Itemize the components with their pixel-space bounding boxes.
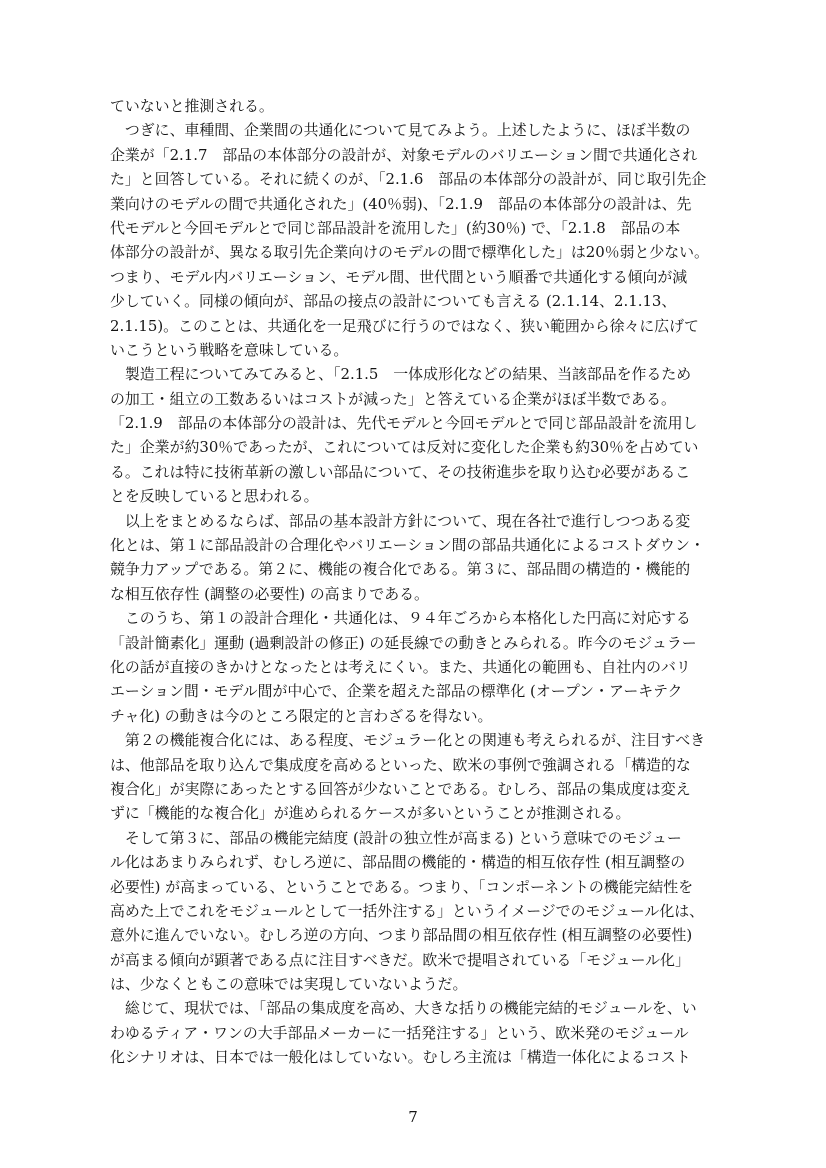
text-line: 2.1.15)。このことは、共通化を一足飛びに行うのではなく、狭い範囲から徐々に広げて xyxy=(110,316,699,335)
text-line: とを反映していると思われる。 xyxy=(110,487,319,506)
page-number: 7 xyxy=(408,1108,418,1126)
text-line: ル化はあまりみられず、むしろ逆に、部品間の機能的・構造的相互依存性 (相互調整の xyxy=(110,853,686,872)
text-line: 競争力アップである。第２に、機能の複合化である。第３に、部品間の構造的・機能的 xyxy=(110,560,691,579)
text-line: 意外に進んでいない。むしろ逆の方向、つまり部品間の相互依存性 (相互調整の必要性) xyxy=(110,926,693,945)
text-line: そして第３に、部品の機能完結度 (設計の独立性が高まる) という意味でのモジュー xyxy=(110,828,682,847)
text-line: 高めた上でこれをモジュールとして一括外注する」というイメージでのモジュール化は、 xyxy=(110,901,704,920)
text-line: 必要性) が高まっている、ということである。つまり、「コンポーネントの機能完結性を xyxy=(110,877,694,896)
text-line: 少していく。同様の傾向が、部品の接点の設計についても言える (2.1.14、2.1.13、 xyxy=(110,292,677,311)
text-line: る。これは特に技術革新の激しい部品について、その技術進歩を取り込む必要があるこ xyxy=(110,462,691,481)
text-line: 業向けのモデルの間で共通化された」(40％弱)、「2.1.9 部品の本体部分の設計は、先 xyxy=(110,194,692,213)
text-line: 総じて、現状では、「部品の集成度を高め、大きな括りの機能完結的モジュールを、い xyxy=(110,999,697,1018)
text-line: ずに「機能的な複合化」が進められるケースが多いということが推測される。 xyxy=(110,804,631,823)
text-line: エーション間・モデル間が中心で、企業を超えた部品の標準化 (オープン・アーキテク xyxy=(110,682,683,701)
text-line: わゆるティア・ワンの大手部品メーカーに一括発注する」という、欧米発のモジュール xyxy=(110,1023,689,1042)
text-line: ていないと推測される。 xyxy=(110,97,274,115)
text-line: な相互依存性 (調整の必要性) の高まりである。 xyxy=(110,584,429,603)
text-line: 「2.1.9 部品の本体部分の設計は、先代モデルと今回モデルとで同じ部品設計を流用し xyxy=(110,414,698,433)
text-line: は、少なくともこの意味では実現していないようだ。 xyxy=(110,975,468,994)
text-line: いこうという戦略を意味している。 xyxy=(110,340,349,359)
text-line: 製造工程についてみてみると、「2.1.5 一体成形化などの結果、当該部品を作るため xyxy=(110,365,692,384)
text-line: 「設計簡素化」運動 (過剰設計の修正) の延長線での動きとみられる。昨今のモジュラー xyxy=(110,633,697,652)
text-line: が高まる傾向が顕著である点に注目すべきだ。欧米で提唱されている「モジュール化」 xyxy=(110,950,690,969)
text-line: チャ化) の動きは今のところ限定的と言わざるを得ない。 xyxy=(110,706,493,725)
text-line: 第２の機能複合化には、ある程度、モジュラー化との関連も考えられるが、注目すべき xyxy=(110,731,706,750)
text-line: このうち、第１の設計合理化・共通化は、９４年ごろから本格化した円高に対応する xyxy=(110,609,691,628)
text-line: の加工・組立の工数あるいはコストが減った」と答えている企業がほぼ半数である。 xyxy=(110,389,676,408)
text-line: 企業が「2.1.7 部品の本体部分の設計が、対象モデルのバリエーション間で共通化され xyxy=(110,145,698,164)
body-text xyxy=(110,94,765,1070)
text-line: 以上をまとめるならば、部品の基本設計方針について、現在各社で進行しつつある変 xyxy=(110,511,691,530)
text-line: た」企業が約30％であったが、これについては反対に変化した企業も約30％を占めてい xyxy=(110,438,699,457)
text-line: 化とは、第１に部品設計の合理化やバリエーション間の部品共通化によるコストダウン・ xyxy=(110,536,705,555)
text-line: 化シナリオは、日本では一般化はしていない。むしろ主流は「構造一体化によるコスト xyxy=(110,1048,691,1067)
text-line: 複合化」が実際にあったとする回答が少ないことである。むしろ、部品の集成度は変え xyxy=(110,779,691,798)
text-line: た」と回答している。それに続くのが、「2.1.6 部品の本体部分の設計が、同じ取引先企 xyxy=(110,170,707,189)
text-line: は、他部品を取り込んで集成度を高めるといった、欧米の事例で強調される「構造的な xyxy=(110,755,691,774)
text-line: 体部分の設計が、異なる取引先企業向けのモデルの間で標準化した」は20％弱と少ない。 xyxy=(110,243,709,262)
text-line: 化の話が直接のきかけとなったとは考えにくい。また、共通化の範囲も、自社内のバリ xyxy=(110,657,691,676)
text-line: つぎに、車種間、企業間の共通化について見てみよう。上述したように、ほぼ半数の xyxy=(110,121,691,140)
text-line: つまり、モデル内バリエーション、モデル間、世代間という順番で共通化する傾向が減 xyxy=(110,267,688,286)
text-line: 代モデルと今回モデルとで同じ部品設計を流用した」(約30％) で、「2.1.8 部品の本 xyxy=(110,218,681,237)
